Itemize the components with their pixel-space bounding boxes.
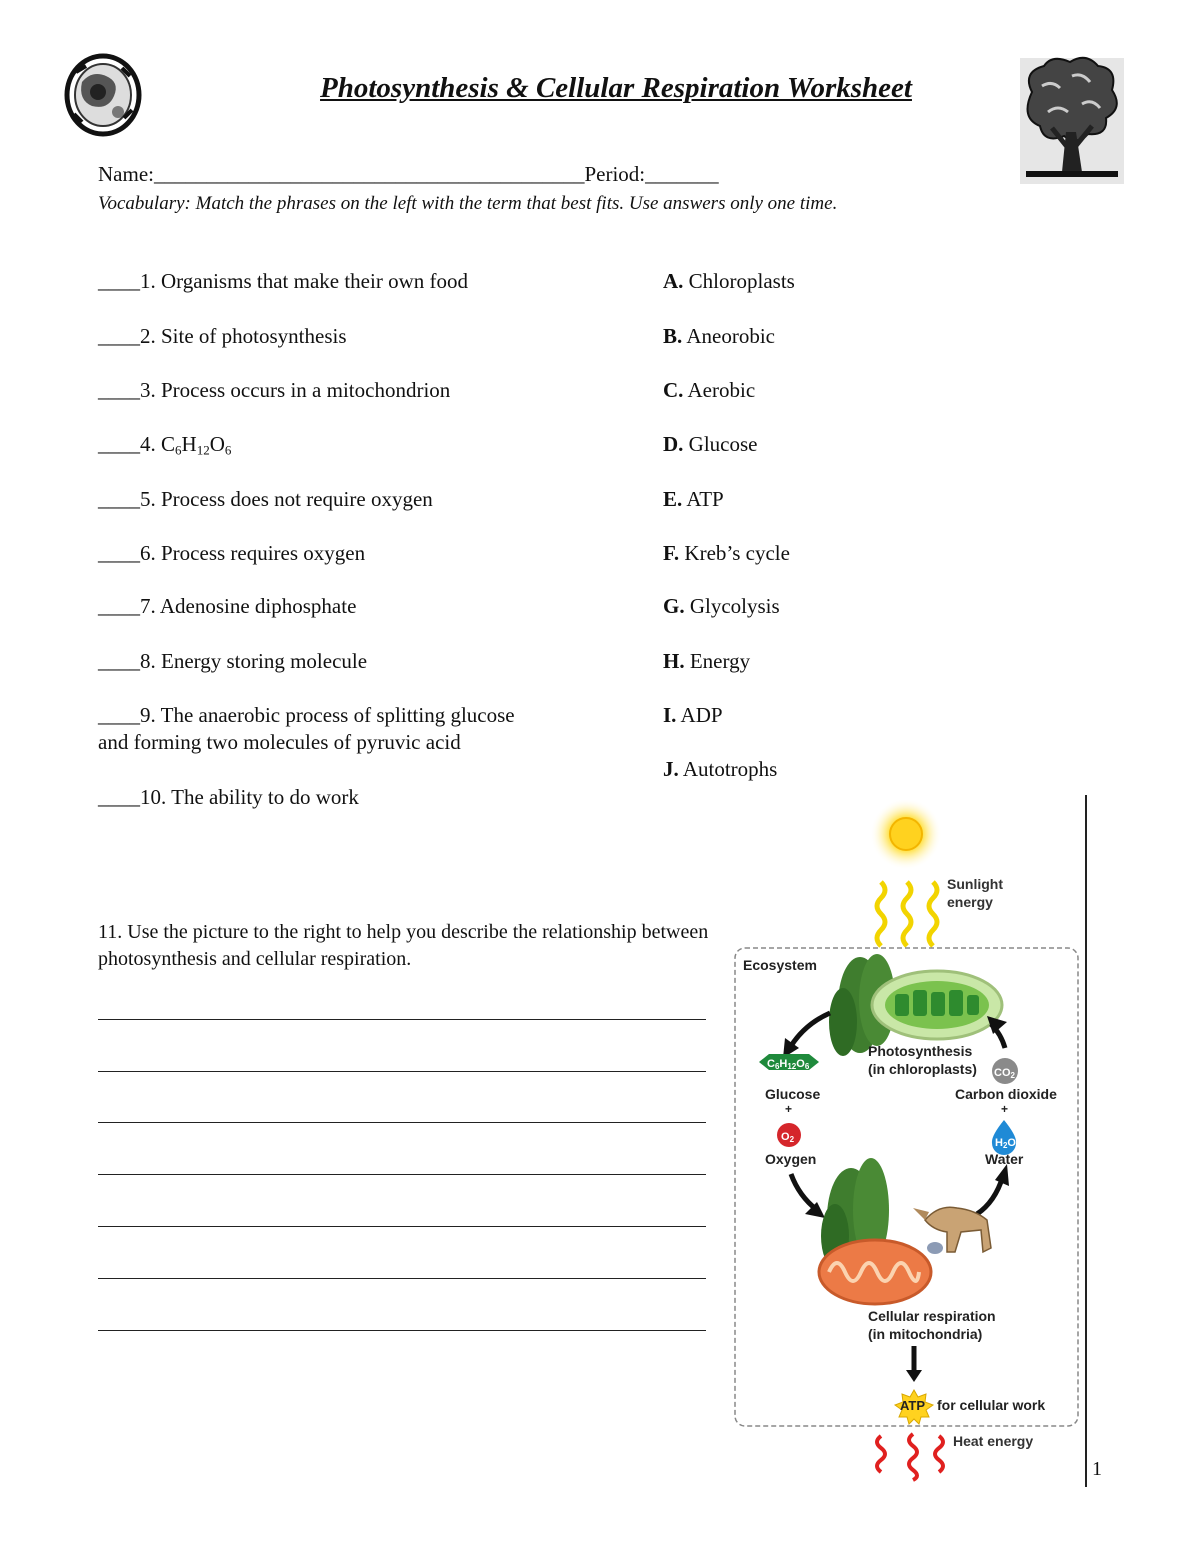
glucose-label: Glucose	[765, 1086, 821, 1102]
sun-core-icon	[890, 818, 922, 850]
oxygen-label: Oxygen	[765, 1151, 817, 1167]
sunlight-label-2: energy	[947, 894, 993, 910]
arrow-to-respiration-icon	[791, 1174, 817, 1210]
vocabulary-instructions: Vocabulary: Match the phrases on the left with the term that best fits. Use answers only one time.	[98, 193, 838, 214]
margin-rule	[1085, 795, 1087, 1487]
photosynthesis-label: Photosynthesis	[868, 1043, 973, 1059]
answer-line[interactable]	[98, 1019, 706, 1020]
water-label: Water	[985, 1151, 1024, 1167]
plus-sign: +	[785, 1102, 793, 1116]
cellular-respiration-sublabel: (in mitochondria)	[868, 1326, 983, 1342]
answer-b: B. Aneorobic	[663, 324, 775, 348]
question-6: ____6. Process requires oxygen	[98, 541, 366, 565]
question-10: ____10. The ability to do work	[98, 785, 359, 809]
answer-e: E. ATP	[663, 487, 724, 511]
sunlight-label: Sunlight	[947, 876, 1003, 892]
atp-caption: for cellular work	[937, 1397, 1046, 1413]
heat-energy-label: Heat energy	[953, 1433, 1034, 1449]
name-period-field[interactable]: Name:_________________________________________Period:_______	[98, 162, 719, 186]
svg-text:H2O: H2O	[995, 1137, 1016, 1150]
arrow-to-glucose-icon	[791, 1013, 830, 1046]
question-5: ____5. Process does not require oxygen	[98, 487, 433, 511]
answer-line[interactable]	[98, 1278, 706, 1279]
question-3: ____3. Process occurs in a mitochondrion	[98, 378, 451, 402]
photosynthesis-sublabel: (in chloroplasts)	[868, 1061, 977, 1077]
svg-text:C6H12O6: C6H12O6	[767, 1058, 810, 1071]
answer-line[interactable]	[98, 1226, 706, 1227]
coyote-icon	[913, 1207, 991, 1252]
atp-label: ATP	[900, 1398, 926, 1413]
question-11: 11. Use the picture to the right to help you describe the relationship between photosynthesis and cellular respiration.	[98, 921, 709, 970]
answer-line[interactable]	[98, 1330, 706, 1331]
chloroplast-icon	[872, 971, 1002, 1039]
cellular-respiration-label: Cellular respiration	[868, 1308, 996, 1324]
page-number: 1	[1092, 1458, 1102, 1480]
svg-text:O2: O2	[781, 1131, 795, 1144]
rabbit-icon	[927, 1242, 943, 1254]
answer-a: A. Chloroplasts	[663, 269, 795, 293]
photosynthesis-respiration-diagram	[725, 800, 1085, 1490]
question-8: ____8. Energy storing molecule	[98, 649, 368, 673]
answer-line[interactable]	[98, 1174, 706, 1175]
heat-rays-icon	[877, 1434, 943, 1480]
plus-sign: +	[1001, 1102, 1009, 1116]
answer-d: D. Glucose	[663, 432, 758, 456]
svg-text:CO2: CO2	[994, 1067, 1015, 1080]
page-title: Photosynthesis & Cellular Respiration Worksheet	[320, 72, 912, 104]
question-9: ____9. The anaerobic process of splitting glucose and forming two molecules of pyruvic acid	[98, 703, 515, 754]
ecosystem-label: Ecosystem	[743, 957, 817, 973]
answer-i: I. ADP	[663, 703, 723, 727]
answer-f: F. Kreb’s cycle	[663, 541, 790, 565]
answer-h: H. Energy	[663, 649, 751, 673]
answer-j: J. Autotrophs	[663, 757, 778, 781]
mitochondrion-icon	[819, 1240, 931, 1304]
answer-g: G. Glycolysis	[663, 594, 780, 618]
question-1: ____1. Organisms that make their own food	[98, 269, 468, 293]
answer-line[interactable]	[98, 1071, 706, 1072]
question-4: ____4. $C_6H_{12}O_6$	[98, 432, 232, 458]
tree-logo-icon	[1012, 52, 1132, 190]
sunlight-rays-icon	[877, 882, 937, 946]
question-7: ____7. Adenosine diphosphate	[98, 594, 357, 618]
answer-c: C. Aerobic	[663, 378, 756, 402]
question-2: ____2. Site of photosynthesis	[98, 324, 347, 348]
answer-line[interactable]	[98, 1122, 706, 1123]
carbon-dioxide-label: Carbon dioxide	[955, 1086, 1057, 1102]
